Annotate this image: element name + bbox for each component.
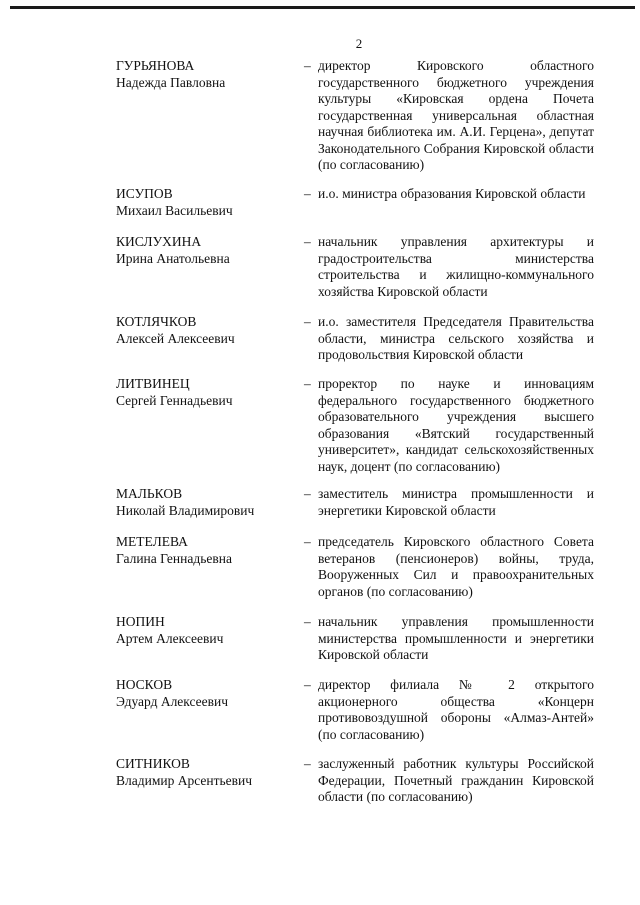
member-description: и.о. заместителя Председателя Правительства области, министра сельского хозяйства и продовольствия Кировской области	[318, 314, 594, 362]
member-description: и.о. министра образования Кировской области	[318, 186, 586, 201]
dash: –	[304, 534, 311, 549]
member-given-name: Эдуард Алексеевич	[116, 693, 229, 709]
member-given-name: Михаил Васильевич	[116, 202, 233, 218]
page-number: 2	[355, 36, 363, 51]
dash: –	[304, 58, 311, 73]
member-surname: КОТЛЯЧКОВ	[116, 314, 197, 329]
member-surname: ГУРЬЯНОВА	[116, 58, 195, 73]
member-description: директор филиала № 2 открытого акционерного общества «Концерн противовоздушной обороны «Алмаз-Антей» (по согласованию)	[318, 677, 594, 742]
member-description: директор Кировского областного государственного бюджетного учреждения культуры «Кировская ордена Почета государственная универсальная областная научная библиотека им. А.И. Герцена», депутат Законодательного Собрания Кировской области (по согласованию)	[318, 58, 594, 172]
member-name	[116, 376, 302, 409]
dash: –	[304, 756, 311, 771]
member-name	[116, 614, 302, 647]
member-given-name: Галина Геннадьевна	[116, 550, 232, 566]
member-name	[116, 234, 302, 267]
dash: –	[304, 314, 311, 329]
member-given-name: Николай Владимирович	[116, 502, 255, 518]
member-description: заместитель министра промышленности и энергетики Кировской области	[318, 486, 594, 518]
dash: –	[304, 376, 311, 391]
member-name	[116, 486, 302, 519]
member-description: проректор по науке и инновациям федерального государственного бюджетного образовательного учреждения высшего образования «Вятский государственный университет», кандидат сельскохозяйственных наук, доцент (по согласованию)	[318, 376, 594, 474]
member-surname: МАЛЬКОВ	[116, 486, 183, 501]
member-given-name: Сергей Геннадьевич	[116, 392, 233, 408]
member-description: заслуженный работник культуры Российской Федерации, Почетный гражданин Кировской области (по согласованию)	[318, 756, 594, 804]
dash: –	[304, 486, 311, 501]
dash: –	[304, 614, 311, 629]
member-given-name: Ирина Анатольевна	[116, 250, 230, 266]
member-surname: ЛИТВИНЕЦ	[116, 376, 190, 391]
dash: –	[304, 677, 311, 692]
member-name	[116, 58, 302, 91]
member-surname: МЕТЕЛЕВА	[116, 534, 188, 549]
dash: –	[304, 234, 311, 249]
member-name	[116, 534, 302, 567]
dash: –	[304, 186, 311, 201]
member-given-name: Надежда Павловна	[116, 74, 226, 90]
member-name	[116, 186, 302, 219]
member-surname: КИСЛУХИНА	[116, 234, 202, 249]
member-surname: НОПИН	[116, 614, 165, 629]
member-given-name: Алексей Алексеевич	[116, 330, 235, 346]
member-surname: НОСКОВ	[116, 677, 173, 692]
top-rule	[10, 6, 635, 9]
member-given-name: Артем Алексеевич	[116, 630, 224, 646]
member-surname: ИСУПОВ	[116, 186, 173, 201]
member-name	[116, 314, 302, 347]
member-description: начальник управления архитектуры и градостроительства министерства строительства и жилищно-коммунального хозяйства Кировской области	[318, 234, 594, 299]
member-description: председатель Кировского областного Совета ветеранов (пенсионеров) войны, труда, Вооруженных Сил и правоохранительных органов (по согласованию)	[318, 534, 594, 599]
member-name	[116, 677, 302, 710]
member-name	[116, 756, 302, 789]
member-description: начальник управления промышленности министерства промышленности и энергетики Кировской области	[318, 614, 594, 662]
member-given-name: Владимир Арсентьевич	[116, 772, 253, 788]
member-surname: СИТНИКОВ	[116, 756, 190, 771]
